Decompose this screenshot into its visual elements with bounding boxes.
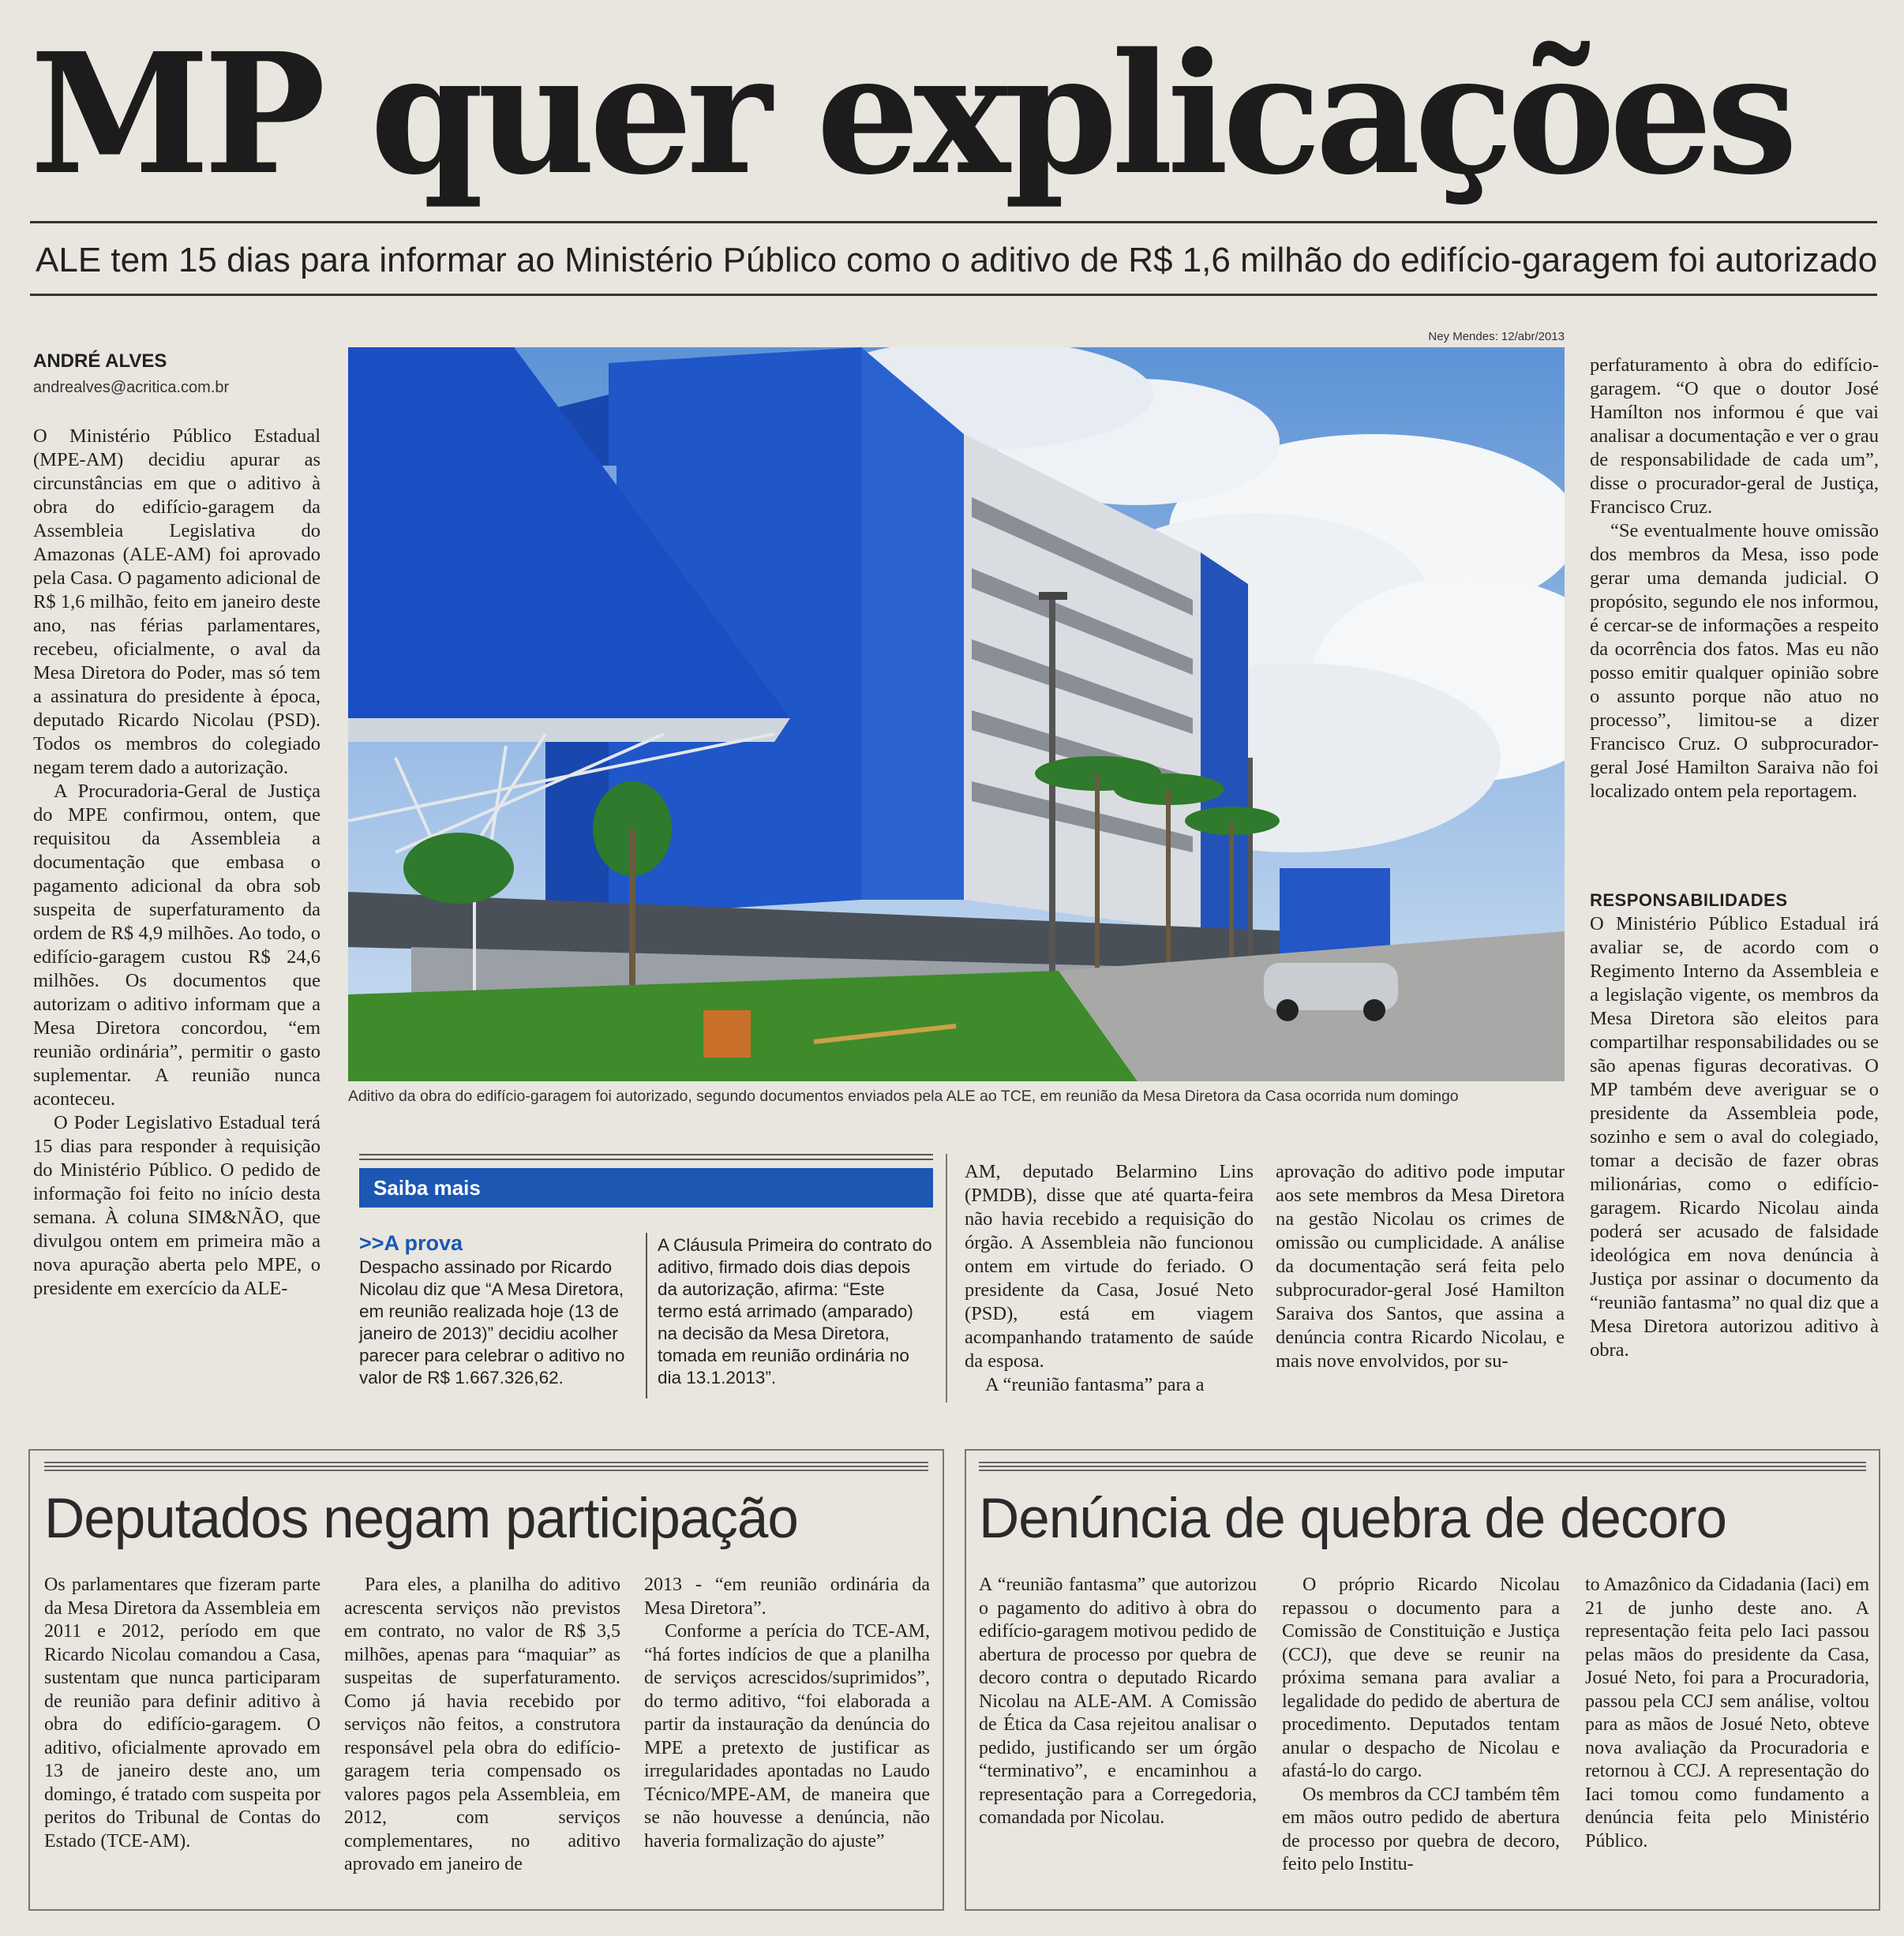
- building-photo-illustration: [348, 347, 1565, 1081]
- saiba-mais-subtitle: >>A prova: [359, 1231, 463, 1255]
- denuncia-paragraph-1: A “reunião fantasma” que autorizou o pagamento do aditivo à obra do edifício-garagem motivou pedido de abertura de processo por quebra de decoro contra o deputado Ricardo Nicolau na ALE-AM. A Comissão de Ética da Casa rejeitou analisar o pedido, justificando ser um órgão “terminativo”, e encaminhou a representação para a Corregedoria, comandada por Nicolau.: [979, 1575, 1257, 1828]
- byline-name: ANDRÉ ALVES: [33, 350, 167, 372]
- photo-caption: Aditivo da obra do edifício-garagem foi autorizado, segundo documentos enviados pela ALE ao TCE, em reunião da Mesa Diretora da Casa ocorrida num domingo: [348, 1088, 1459, 1105]
- mid-paragraph-3: aprovação do aditivo pode imputar aos sete membros da Mesa Diretora na gestão Nicolau os crimes de omissão ou cumplicidade. A análise da documentação será feita pelo subprocurador-geral José Hamilton Saraiva dos Santos, que assina a denúncia contra Ricardo Nicolau, e mais nove envolvidos, por su-: [1276, 1161, 1565, 1372]
- deputados-paragraph-1: Os parlamentares que fizeram parte da Mesa Diretora da Assembleia em 2011 e 2012, período em que Ricardo Nicolau comandou a Casa, sustentam que nunca participaram de reunião para definir aditivo à obra do edifício-garagem. O aditivo, oficialmente aprovado em 13 de janeiro deste ano, um domingo, é tratado com suspeita por peritos do Tribunal de Contas do Estado (TCE-AM).: [44, 1575, 320, 1852]
- subheadline: ALE tem 15 dias para informar ao Ministério Público como o aditivo de R$ 1,6 milhão do edifício-garagem foi autorizado: [36, 241, 1878, 279]
- left-paragraph-3: O Poder Legislativo Estadual terá 15 dias para responder à requisição do Ministério Público. O pedido de informação foi feito no início desta semana. À coluna SIM&NÃO, que divulgou ontem em primeira mão a nova apuração aberta pelo MPE, o presidente em exercício da ALE-: [33, 1112, 320, 1299]
- deputados-paragraph-2: Para eles, a planilha do aditivo acrescenta serviços não previstos em contrato, no valor de R$ 3,5 milhões, apenas para “maquiar” as suspeitas de superfaturamento. Como já havia recebido por serviços não feitos, a construtora responsável pela obra do edifício-garagem teria compensado os valores pagos pela Assembleia, em 2012, com serviços complementares, no aditivo aprovado em janeiro de: [344, 1575, 620, 1874]
- denuncia-paragraph-4: to Amazônico da Cidadania (Iaci) em 21 de junho deste ano. A representação feita pelo Iaci passou pelas mãos do presidente da Casa, Josué Neto, foi para a Procuradoria, passou pela CCJ sem análise, voltou para as mãos de Josué Neto, obteve nova avaliação da Procuradoria e retornou à CCJ. A representação do Iaci tomou como fundamento a denúncia feita pelo Ministério Público.: [1585, 1575, 1869, 1852]
- denuncia-paragraph-2: O próprio Ricardo Nicolau repassou o documento para a Comissão de Constituição e Justiça (CCJ), que deve se reunir na próxima semana para avaliar a legalidade do pedido de abertura de procedimento. Deputados tentam anular o despacho de Nicolau e afastá-lo do cargo.: [1282, 1575, 1560, 1781]
- mid-column-1: [965, 1160, 1254, 1405]
- mid-paragraph-2: A “reunião fantasma” para a: [985, 1374, 1205, 1395]
- mid-paragraph-1: AM, deputado Belarmino Lins (PMDB), disse que até quarta-feira não havia recebido a requisição do órgão. A Assembleia não funcionou ontem em virtude do feriado. O presidente da Casa, Josué Neto (PSD), está em viagem acompanhando tratamento de saúde da esposa.: [965, 1161, 1254, 1372]
- saiba-mais-col-2: A Cláusula Primeira do contrato do aditivo, firmado dois dias depois da autorização, afirma: “Este termo está arrimado (amparado) na decisão da Mesa Diretora, tomada em reunião ordinária no dia 13.1.2013”.: [658, 1235, 932, 1387]
- mid-divider: [946, 1154, 947, 1402]
- left-paragraph-2: A Procuradoria-Geral de Justiça do MPE confirmou, ontem, que requisitou da Assembleia a documentação que embasa o pagamento adicional da obra sob suspeita de superfaturamento da ordem de R$ 4,9 milhões. Ao todo, o edifício-garagem custou R$ 24,6 milhões. Os documentos que autorizam o aditivo informam que a Mesa Diretora concordou, “em reunião ordinária”, permitir o gasto suplementar. A reunião nunca aconteceu.: [33, 781, 320, 1110]
- subheadline-rule: [30, 294, 1877, 296]
- headline: MP quer explicações: [30, 17, 1792, 212]
- right-paragraph-1: perfaturamento à obra do edifício-garagem. “O que o doutor José Hamílton nos informou é que vai analisar a documentação e ver o grau de responsabilidade de cada um”, disse o procurador-geral de Justiça, Francisco Cruz.: [1590, 354, 1879, 518]
- denuncia-title: Denúncia de quebra de decoro: [979, 1488, 1727, 1550]
- building-photo: [348, 347, 1565, 1081]
- denuncia-col-1: [979, 1574, 1257, 1905]
- saiba-mais-divider: [646, 1233, 647, 1399]
- byline-email: andrealves@acritica.com.br: [33, 379, 230, 396]
- mid-column-2: [1276, 1160, 1565, 1405]
- responsabilidades-section: [1590, 889, 1879, 1410]
- responsabilidades-heading: RESPONSABILIDADES: [1590, 890, 1788, 910]
- denuncia-paragraph-3: Os membros da CCJ também têm em mãos outro pedido de abertura de processo por quebra de decoro, feito pelo Institu-: [1282, 1784, 1560, 1874]
- left-paragraph-1: O Ministério Público Estadual (MPE-AM) decidiu apurar as circunstâncias em que o aditivo à obra do edifício-garagem da Assembleia Legislativa do Amazonas (ALE-AM) foi aprovado pela Casa. O pagamento adicional de R$ 1,6 milhão, feito em janeiro deste ano, nas férias parlamentares, recebeu, oficialmente, o aval da Mesa Diretora do Poder, mas só tem a assinatura do presidente à época, deputado Ricardo Nicolau (PSD). Todos os membros do colegiado negam terem dado a autorização.: [33, 425, 320, 778]
- deputados-paragraph-4: Conforme a perícia do TCE-AM, “há fortes indícios de que a planilha de serviços acrescidos/suprimidos”, do termo aditivo, “foi elaborada a partir da instauração da denúncia do MPE a pretexto de justificar as irregularidades apontadas no Laudo Técnico/MPE-AM, de maneira que se não houvesse a denúncia, não haveria formalização do ajuste”: [644, 1621, 930, 1852]
- responsabilidades-text: O Ministério Público Estadual irá avaliar se, de acordo com o Regimento Interno da Assembleia e a legislação vigente, os membros da Mesa Diretora são eleitos para compartilhar responsabilidades ou se são apenas figuras decorativas. O MP também deve averiguar se o presidente da Assembleia pode, sozinho e sem o aval do colegiado, tomar a decisão de fazer obras milionárias, como o edifício-garagem. Ricardo Nicolau ainda poderá ser acusado de falsidade ideológica em nova denúncia à Justiça por assinar o documento da “reunião fantasma” no qual diz que a Mesa Diretora autorizou aditivo à obra.: [1590, 913, 1879, 1361]
- left-column: [33, 425, 320, 1411]
- photo-credit: Ney Mendes: 12/abr/2013: [1428, 330, 1565, 343]
- deputados-paragraph-3: 2013 - “em reunião ordinária da Mesa Diretora”.: [644, 1575, 930, 1619]
- headline-rule: [30, 221, 1877, 223]
- saiba-mais-title: Saiba mais: [359, 1168, 933, 1208]
- right-column: [1590, 354, 1879, 867]
- saiba-mais-top-rule-2: [359, 1159, 933, 1160]
- saiba-mais-col-1: Despacho assinado por Ricardo Nicolau diz que “A Mesa Diretora, em reunião realizada hoje (13 de janeiro de 2013)” decidiu acolher parecer para celebrar o aditivo no valor de R$ 1.667.326,62.: [359, 1257, 625, 1387]
- denuncia-box-hatch: [979, 1462, 1866, 1473]
- denuncia-col-2: [1282, 1574, 1560, 1905]
- deputados-title: Deputados negam participação: [44, 1488, 798, 1550]
- denuncia-col-3: [1585, 1574, 1869, 1905]
- deputados-col-1: [44, 1574, 320, 1905]
- right-paragraph-2: “Se eventualmente houve omissão dos membros da Mesa, isso pode gerar uma demanda judicial. O propósito, segundo ele nos informou, é cercar-se de informações a respeito da ocorrência dos fatos. Mas eu não posso emitir qualquer opinião sobre o assunto porque não atuo no processo”, limitou-se a dizer Francisco Cruz. O subprocurador-geral José Hamilton Saraiva não foi localizado ontem pela reportagem.: [1590, 520, 1879, 802]
- deputados-box-hatch: [44, 1462, 928, 1473]
- saiba-mais-top-rule: [359, 1154, 933, 1155]
- deputados-col-2: [344, 1574, 620, 1905]
- deputados-col-3: [644, 1574, 930, 1905]
